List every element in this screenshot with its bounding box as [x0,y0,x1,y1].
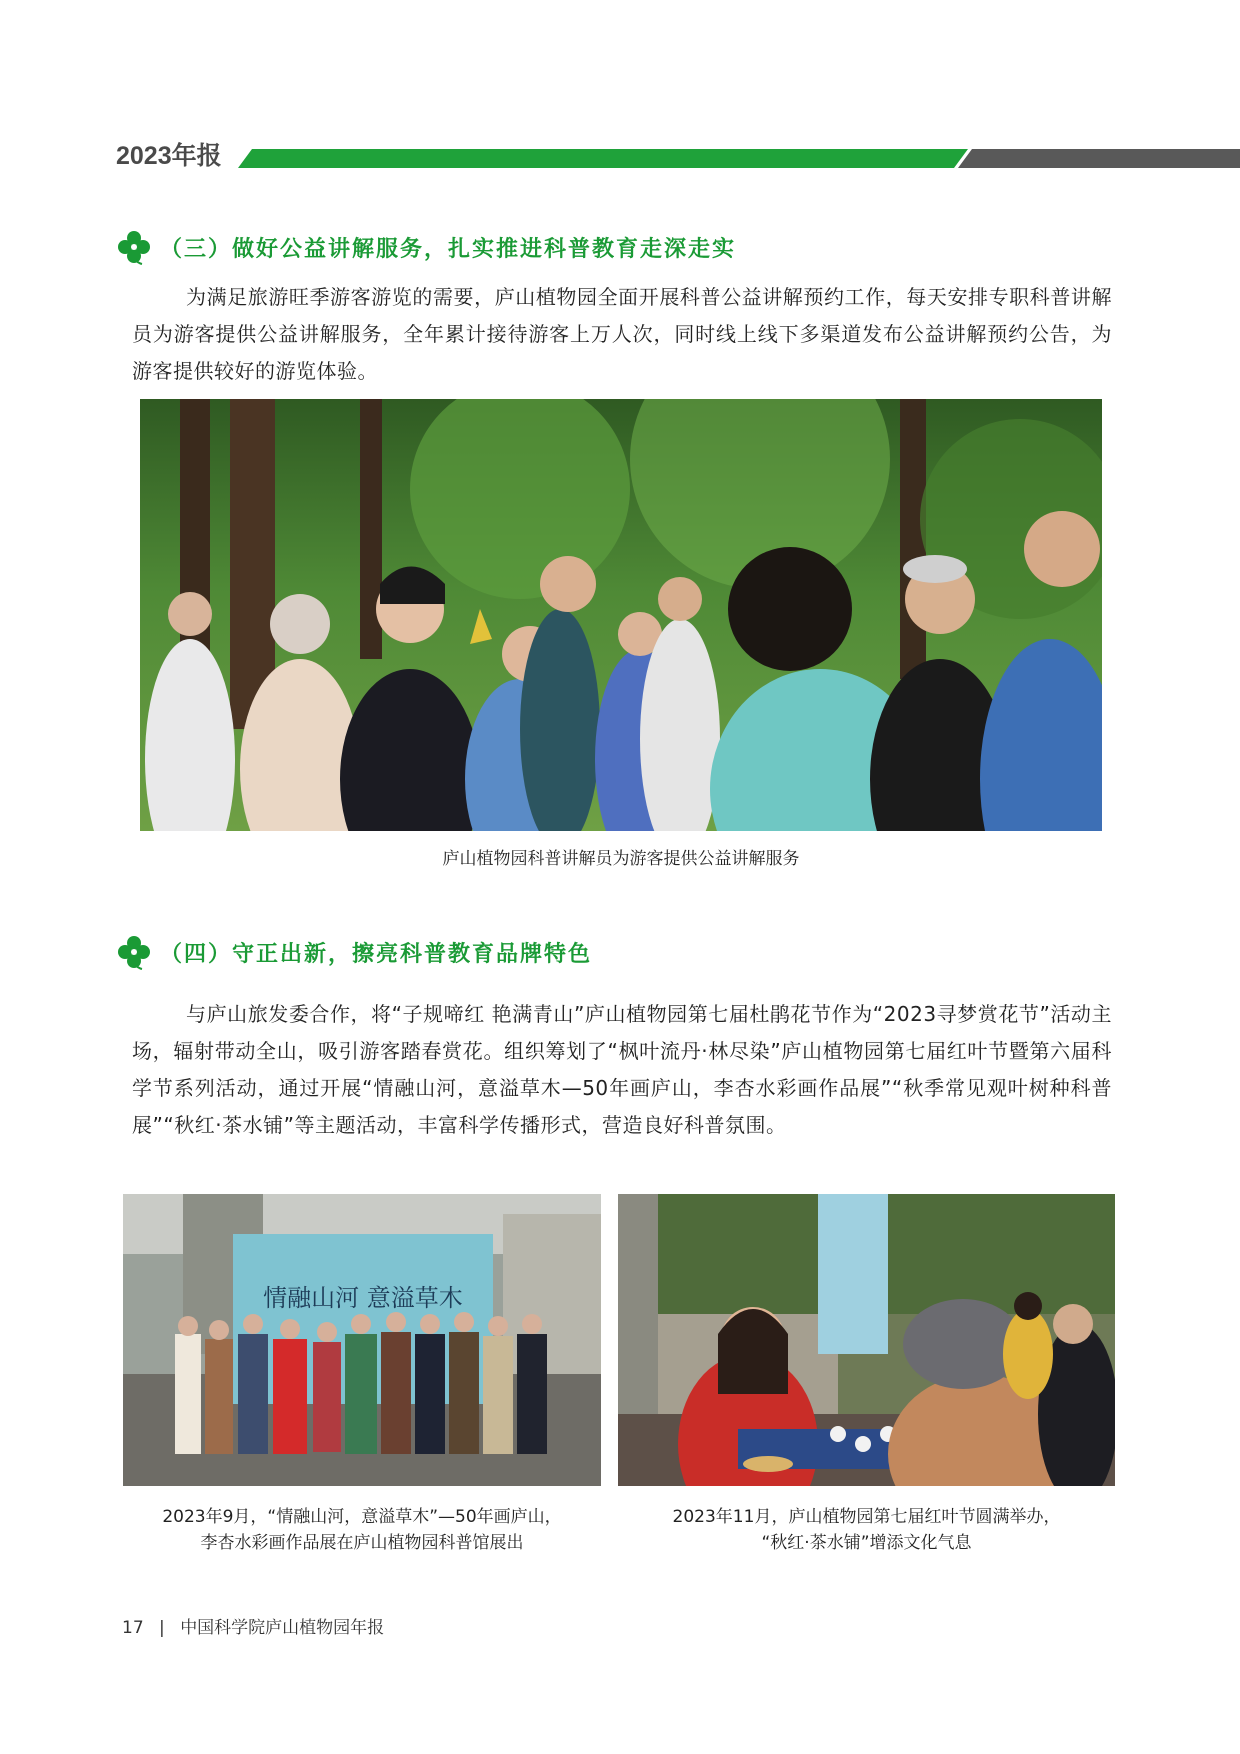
header-gray-bar [958,149,1240,168]
tour-guide-photo-caption: 庐山植物园科普讲解员为游客提供公益讲解服务 [442,849,800,869]
exhibition-group-photo [123,1194,601,1486]
tour-guide-photo [140,399,1102,831]
tea-stall-caption-line-1: 2023年11月，庐山植物园第七届红叶节圆满举办， [672,1507,1061,1527]
header-green-bar [238,149,968,168]
annual-report-title: 2023年报 [116,142,222,170]
exhibition-banner-text: 情融山河 意溢草木 [263,1284,463,1312]
page-number: 17 [122,1618,144,1638]
footer-separator: | [159,1618,165,1638]
tea-stall-caption-line-2: “秋红·茶水铺”增添文化气息 [761,1533,972,1553]
publication-name: 中国科学院庐山植物园年报 [180,1618,385,1638]
section-4-heading [116,932,592,972]
exhibition-caption-line-1: 2023年9月，“情融山河，意溢草木”—50年画庐山， [162,1507,562,1527]
section-3-heading-text: （三）做好公益讲解服务，扎实推进科普教育走深走实 [160,236,737,262]
tea-stall-photo-caption [613,1504,1120,1556]
page-footer [122,1616,384,1640]
clover-icon [116,934,152,970]
exhibition-caption-line-2: 李杏水彩画作品展在庐山植物园科普馆展出 [200,1533,524,1553]
exhibition-photo-caption [113,1504,611,1556]
section-4-heading-text: （四）守正出新，擦亮科普教育品牌特色 [160,941,593,967]
section-4-paragraph: 与庐山旅发委合作，将“子规啼红 艳满青山”庐山植物园第七届杜鹃花节作为“2023寻梦赏花节”活动主场，辐射带动全山，吸引游客踏春赏花。组织筹划了“枫叶流丹·林尽染”庐山植物园第七届红叶节暨第六届科学节系列活动，通过开展“情融山河，意溢草木—50年画庐山，李杏水彩画作品展”“秋季常见观叶树种科普展”“秋红·茶水铺”等主题活动，丰富科学传播形式，营造良好科普氛围。 [132,1002,1112,1137]
section-3-heading [116,227,736,267]
section-3-paragraph: 为满足旅游旺季游客游览的需要，庐山植物园全面开展科普公益讲解预约工作，每天安排专职科普讲解员为游客提供公益讲解服务，全年累计接待游客上万人次，同时线上线下多渠道发布公益讲解预约公告，为游客提供较好的游览体验。 [132,285,1112,383]
clover-icon [116,229,152,265]
tea-stall-photo [618,1194,1115,1486]
